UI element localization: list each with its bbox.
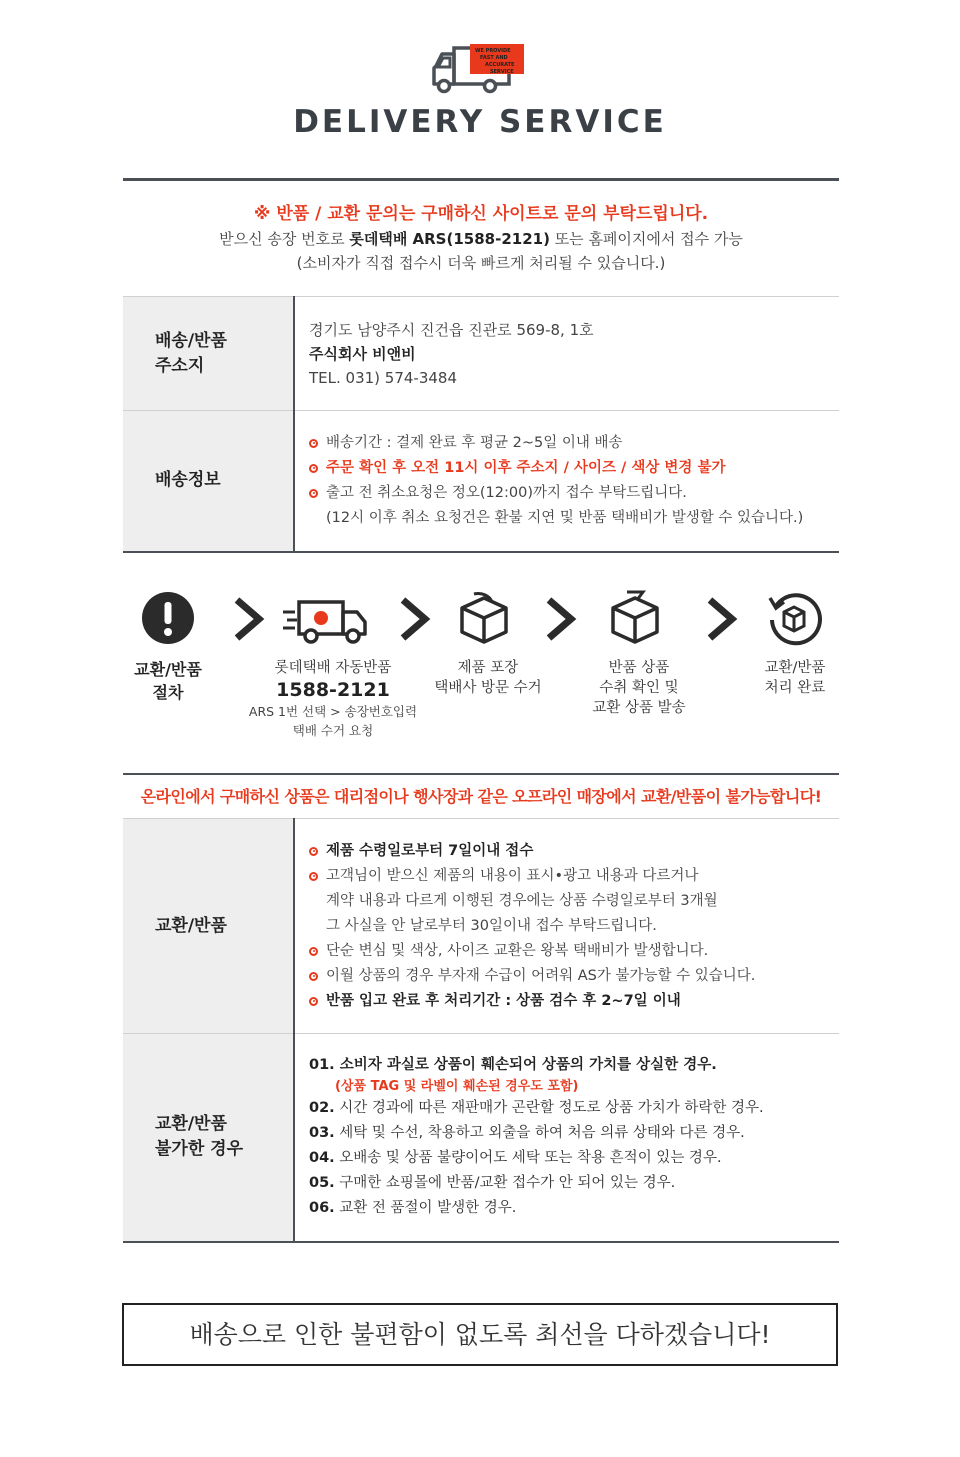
- chevron-right-icon: [231, 596, 265, 642]
- case-number: 02.: [309, 1100, 335, 1117]
- bullet-icon: [309, 947, 318, 956]
- step-3-line-2: 택배사 방문 수거: [434, 680, 542, 696]
- case-text: 오배송 및 상품 불량이어도 세탁 또는 착용 흔적이 있는 경우.: [339, 1150, 722, 1167]
- step-2-label: [243, 658, 423, 740]
- notice-line-2: (소비자가 직접 접수시 더욱 빠르게 처리될 수 있습니다.): [296, 254, 666, 272]
- case-text: 구매한 쇼핑몰에 반품/교환 접수가 안 되어 있는 경우.: [339, 1175, 676, 1192]
- unable-cell: [294, 1034, 839, 1242]
- unable-label-1: 교환/반품: [155, 1114, 227, 1135]
- list-item: [309, 839, 839, 864]
- unable-label-2: 불가한 경우: [155, 1139, 244, 1160]
- case-text: 시간 경과에 따른 재판매가 곤란할 정도로 상품 가치가 하락한 경우.: [339, 1100, 764, 1117]
- shipping-info-table: [123, 296, 839, 553]
- list-item: [309, 864, 839, 939]
- list-item: [309, 964, 839, 989]
- bullet-icon: [309, 972, 318, 981]
- step-4-label: [579, 658, 699, 718]
- notice-line-1-pre: 받으신 송장 번호로: [219, 230, 350, 248]
- exchange-label: 교환/반품: [155, 915, 227, 936]
- step-4-line-1: 반품 상품: [608, 660, 670, 676]
- step-2-phone: 1588-2121: [276, 679, 390, 701]
- list-item: [309, 989, 839, 1014]
- list-item: [309, 1096, 839, 1121]
- notice-line-1-post: 또는 홈페이지에서 접수 가능: [549, 230, 743, 248]
- notice-line-1: [123, 227, 839, 251]
- list-item: [309, 1171, 839, 1196]
- list-item-text: 출고 전 취소요청은 정오(12:00)까지 접수 부탁드립니다.: [326, 484, 687, 501]
- step-1-label: [123, 658, 213, 704]
- exclamation-icon: [140, 590, 196, 646]
- shipping-info-list: [309, 431, 839, 531]
- case-sub-note: (상품 TAG 및 라벨이 훼손된 경우도 포함): [335, 1079, 579, 1095]
- chevron-right-icon: [543, 596, 577, 642]
- address-street: 경기도 남양주시 진건읍 진관로 569-8, 1호: [309, 320, 594, 339]
- chevron-right-icon: [704, 596, 738, 642]
- list-item-cont: 계약 내용과 다르게 이행된 경우에는 상품 수령일로부터 3개월: [326, 892, 718, 909]
- offline-notice: 온라인에서 구매하신 상품은 대리점이나 행사장과 같은 오프라인 매장에서 교환/반품이 불가능합니다!: [140, 787, 822, 806]
- step-3-label: [423, 658, 553, 698]
- unable-label-cell: [123, 1034, 294, 1242]
- return-box-icon: [607, 590, 663, 646]
- middle-divider: [123, 773, 839, 775]
- return-process-steps: [123, 586, 839, 756]
- bullet-icon: [309, 439, 318, 448]
- list-item-text: 단순 변심 및 색상, 사이즈 교환은 왕복 택배비가 발생합니다.: [326, 942, 709, 959]
- list-item-text: 반품 입고 완료 후 처리기간 : 상품 검수 후 2~7일 이내: [326, 992, 681, 1009]
- list-item: [309, 1053, 839, 1096]
- shipping-info-cell: [294, 411, 839, 552]
- address-company: 주식회사 비앤비: [309, 344, 416, 363]
- shipping-info-label-cell: [123, 411, 294, 552]
- delivery-truck-icon: [281, 590, 369, 646]
- list-item: [309, 481, 839, 531]
- list-item: [309, 1121, 839, 1146]
- logo-text-3: ACCURATE: [485, 62, 515, 68]
- delivery-truck-logo-icon: [428, 44, 532, 94]
- bullet-icon: [309, 464, 318, 473]
- address-phone: TEL. 031) 574-3484: [309, 368, 458, 387]
- exchange-cell: [294, 819, 839, 1034]
- logo-text-1: WE PROVIDE: [475, 48, 511, 54]
- address-cell: [294, 297, 839, 411]
- step-1-line-1: 교환/반품: [134, 660, 202, 679]
- step-2-title: 롯데택배 자동반품: [274, 660, 392, 676]
- list-item-text: 이월 상품의 경우 부자재 수급이 어려워 AS가 불가능할 수 있습니다.: [326, 967, 756, 984]
- bullet-icon: [309, 997, 318, 1006]
- step-3-line-1: 제품 포장: [457, 660, 519, 676]
- exchange-label-cell: [123, 819, 294, 1034]
- case-number: 06.: [309, 1200, 335, 1217]
- return-notice: [123, 201, 839, 275]
- logo-text-4: SERVICE: [490, 69, 514, 75]
- case-number: 03.: [309, 1125, 335, 1142]
- bullet-icon: [309, 872, 318, 881]
- step-5-line-1: 교환/반품: [764, 660, 826, 676]
- notice-ars-number: 롯데택배 ARS(1588-2121): [349, 230, 550, 248]
- notice-warning: ※ 반품 / 교환 문의는 구매하신 사이트로 문의 부탁드립니다.: [253, 204, 709, 224]
- list-item: [309, 939, 839, 964]
- step-2-sub-2: 택배 수거 요청: [292, 723, 374, 738]
- step-4-line-2: 수취 확인 및: [599, 680, 679, 696]
- list-item-text: 고객님이 받으신 제품의 내용이 표시•광고 내용과 다르거나: [326, 867, 699, 884]
- bullet-icon: [309, 847, 318, 856]
- list-item: [309, 1146, 839, 1171]
- chevron-right-icon: [397, 596, 431, 642]
- step-2-sub-1: ARS 1번 선택 > 송장번호입력: [248, 704, 418, 719]
- logo-text-2: FAST AND: [480, 55, 508, 61]
- closing-message: 배송으로 인한 불편함이 없도록 최선을 다하겠습니다!: [122, 1303, 838, 1366]
- package-box-icon: [456, 590, 512, 646]
- page-title: DELIVERY SERVICE: [293, 104, 667, 140]
- list-item-text: 주문 확인 후 오전 11시 이후 주소지 / 사이즈 / 색상 변경 불가: [326, 459, 726, 476]
- list-item: [309, 456, 839, 481]
- case-number: 05.: [309, 1175, 335, 1192]
- return-circle-icon: [766, 590, 822, 646]
- exchange-list: [309, 839, 839, 1014]
- list-item-text: 제품 수령일로부터 7일이내 접수: [326, 842, 534, 859]
- step-5-line-2: 처리 완료: [764, 680, 826, 696]
- step-4-line-3: 교환 상품 발송: [592, 700, 686, 716]
- case-text: 세탁 및 수선, 착용하고 외출을 하여 처음 의류 상태와 다른 경우.: [339, 1125, 745, 1142]
- step-5-label: [743, 658, 847, 698]
- address-label-cell: [123, 297, 294, 411]
- case-number: 01.: [309, 1057, 335, 1074]
- case-text: 교환 전 품절이 발생한 경우.: [339, 1200, 517, 1217]
- case-text: 소비자 과실로 상품이 훼손되어 상품의 가치를 상실한 경우.: [339, 1057, 717, 1074]
- step-1-line-2: 절차: [152, 683, 184, 702]
- address-label-2: 주소지: [155, 355, 205, 376]
- header: [0, 0, 960, 180]
- bullet-icon: [309, 489, 318, 498]
- list-item: [309, 1196, 839, 1221]
- list-item-cont: 그 사실을 안 날로부터 30일이내 접수 부탁드립니다.: [326, 917, 657, 934]
- shipping-info-label: 배송정보: [155, 470, 221, 491]
- list-item: [309, 431, 839, 456]
- unable-cases-list: [309, 1053, 839, 1221]
- address-label-1: 배송/반품: [155, 330, 227, 351]
- top-divider: [123, 178, 839, 181]
- case-number: 04.: [309, 1150, 335, 1167]
- list-item-text: 배송기간 : 결제 완료 후 평균 2~5일 이내 배송: [326, 434, 623, 451]
- list-item-note: (12시 이후 취소 요청건은 환불 지연 및 반품 택배비가 발생할 수 있습니다.): [326, 509, 804, 526]
- exchange-info-table: [123, 818, 839, 1243]
